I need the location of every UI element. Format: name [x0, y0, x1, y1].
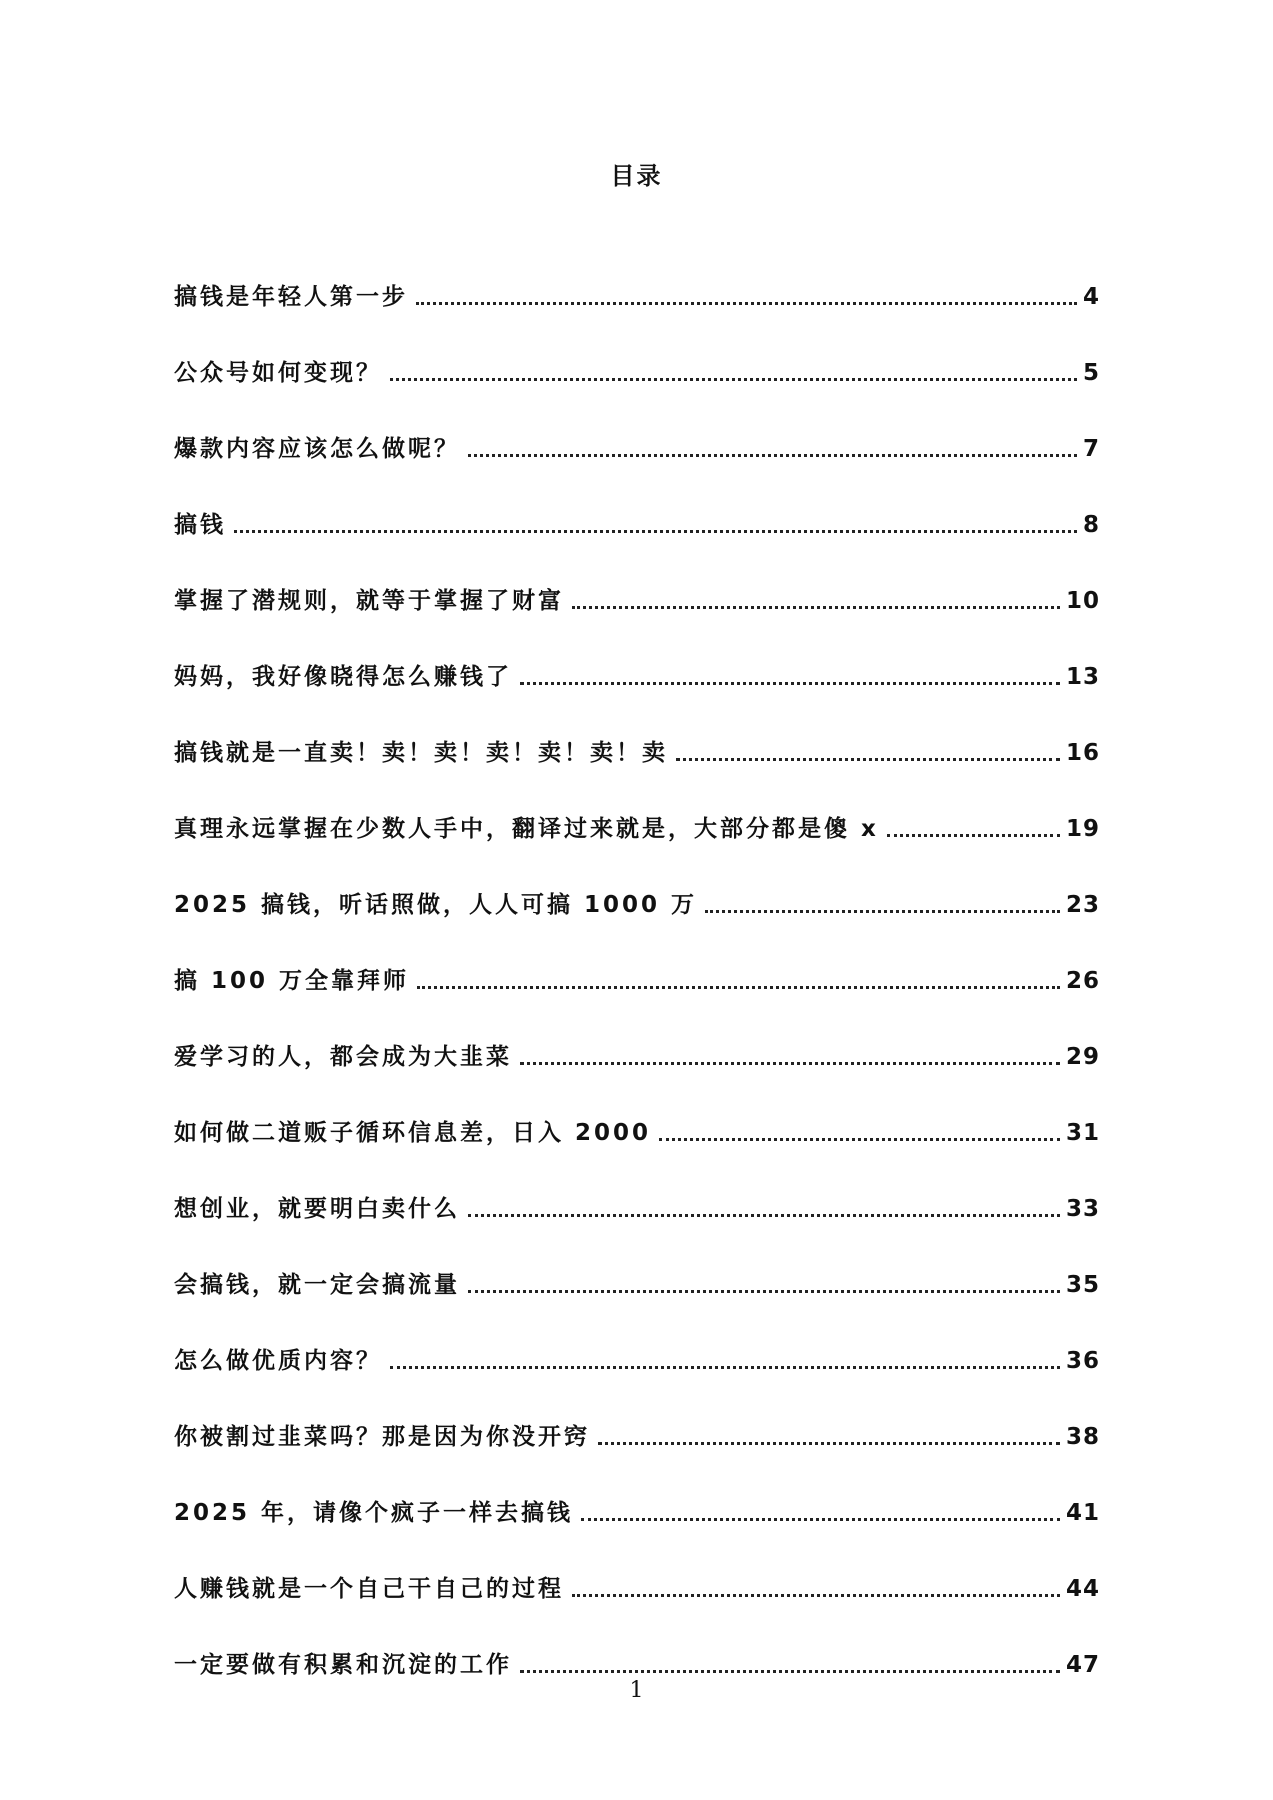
dot-leader	[581, 1518, 1060, 1521]
dot-leader	[234, 530, 1077, 533]
toc-title: 目录	[610, 161, 663, 190]
toc-entry-title: 搞钱	[174, 512, 226, 538]
toc-entry[interactable]	[174, 1452, 1100, 1528]
toc-entry-page: 33	[1065, 1196, 1100, 1222]
toc-entry-page: 44	[1065, 1576, 1100, 1602]
dot-leader	[887, 834, 1060, 837]
toc-entry-title: 真理永远掌握在少数人手中，翻译过来就是，大部分都是傻 x	[174, 816, 879, 842]
toc-entry-title: 搞钱就是一直卖！卖！卖！卖！卖！卖！卖	[174, 740, 668, 766]
toc-entry[interactable]	[174, 312, 1100, 388]
toc-entry[interactable]	[174, 464, 1100, 540]
toc-entry[interactable]	[174, 616, 1100, 692]
toc-entry-page: 16	[1065, 740, 1100, 766]
toc-entry-page: 36	[1065, 1348, 1100, 1374]
toc-entry-page: 5	[1082, 360, 1100, 386]
dot-leader	[416, 302, 1077, 305]
page-number: 1	[629, 1678, 644, 1703]
toc-entry-page: 19	[1065, 816, 1100, 842]
toc-entry-page: 38	[1065, 1424, 1100, 1450]
dot-leader	[659, 1138, 1060, 1141]
toc-entry-page: 47	[1065, 1652, 1100, 1678]
dot-leader	[572, 606, 1060, 609]
dot-leader	[468, 454, 1077, 457]
dot-leader	[468, 1214, 1060, 1217]
toc-entry[interactable]	[174, 1072, 1100, 1148]
toc-entry[interactable]	[174, 1604, 1100, 1680]
toc-entry-title: 2025 搞钱，听话照做，人人可搞 1000 万	[174, 892, 698, 918]
toc-entry-title: 你被割过韭菜吗？那是因为你没开窍	[174, 1424, 590, 1450]
toc-entry[interactable]	[174, 920, 1100, 996]
toc-entry[interactable]	[174, 1224, 1100, 1300]
toc-entry-title: 爱学习的人，都会成为大韭菜	[174, 1044, 512, 1070]
toc-entry[interactable]	[174, 996, 1100, 1072]
toc-entry-title: 搞 100 万全靠拜师	[174, 968, 410, 994]
toc-entry[interactable]	[174, 1148, 1100, 1224]
toc-entry-page: 10	[1065, 588, 1100, 614]
toc-entry-page: 26	[1065, 968, 1100, 994]
toc-entry[interactable]	[174, 388, 1100, 464]
dot-leader	[520, 1670, 1060, 1673]
dot-leader	[598, 1442, 1060, 1445]
toc-entry-title: 怎么做优质内容？	[174, 1348, 382, 1374]
toc-entry-title: 爆款内容应该怎么做呢？	[174, 436, 460, 462]
dot-leader	[390, 378, 1077, 381]
dot-leader	[390, 1366, 1060, 1369]
dot-leader	[468, 1290, 1060, 1293]
toc-entry-title: 想创业，就要明白卖什么	[174, 1196, 460, 1222]
toc-entry-title: 2025 年，请像个疯子一样去搞钱	[174, 1500, 574, 1526]
toc-entry-title: 公众号如何变现？	[174, 360, 382, 386]
toc-entry[interactable]	[174, 1528, 1100, 1604]
toc-entry[interactable]	[174, 236, 1100, 312]
toc-entry-page: 7	[1082, 436, 1100, 462]
toc-entry-title: 一定要做有积累和沉淀的工作	[174, 1652, 512, 1678]
toc-entry-page: 4	[1082, 284, 1100, 310]
toc-entry[interactable]	[174, 540, 1100, 616]
toc-entry-page: 23	[1065, 892, 1100, 918]
toc-entry[interactable]	[174, 1300, 1100, 1376]
dot-leader	[572, 1594, 1060, 1597]
toc-list	[174, 236, 1100, 1680]
toc-entry-page: 35	[1065, 1272, 1100, 1298]
toc-entry-page: 31	[1065, 1120, 1100, 1146]
toc-entry-title: 搞钱是年轻人第一步	[174, 284, 408, 310]
toc-entry-title: 如何做二道贩子循环信息差，日入 2000	[174, 1120, 652, 1146]
toc-entry-page: 13	[1065, 664, 1100, 690]
toc-entry-page: 29	[1065, 1044, 1100, 1070]
toc-entry[interactable]	[174, 692, 1100, 768]
toc-entry-page: 41	[1065, 1500, 1100, 1526]
toc-entry-page: 8	[1082, 512, 1100, 538]
dot-leader	[520, 682, 1060, 685]
toc-entry[interactable]	[174, 1376, 1100, 1452]
toc-entry-title: 掌握了潜规则，就等于掌握了财富	[174, 588, 564, 614]
dot-leader	[676, 758, 1060, 761]
toc-entry-title: 妈妈，我好像晓得怎么赚钱了	[174, 664, 512, 690]
toc-entry-title: 会搞钱，就一定会搞流量	[174, 1272, 460, 1298]
dot-leader	[705, 910, 1060, 913]
toc-entry[interactable]	[174, 844, 1100, 920]
toc-entry-title: 人赚钱就是一个自己干自己的过程	[174, 1576, 564, 1602]
dot-leader	[520, 1062, 1060, 1065]
dot-leader	[417, 986, 1060, 989]
toc-entry[interactable]	[174, 768, 1100, 844]
